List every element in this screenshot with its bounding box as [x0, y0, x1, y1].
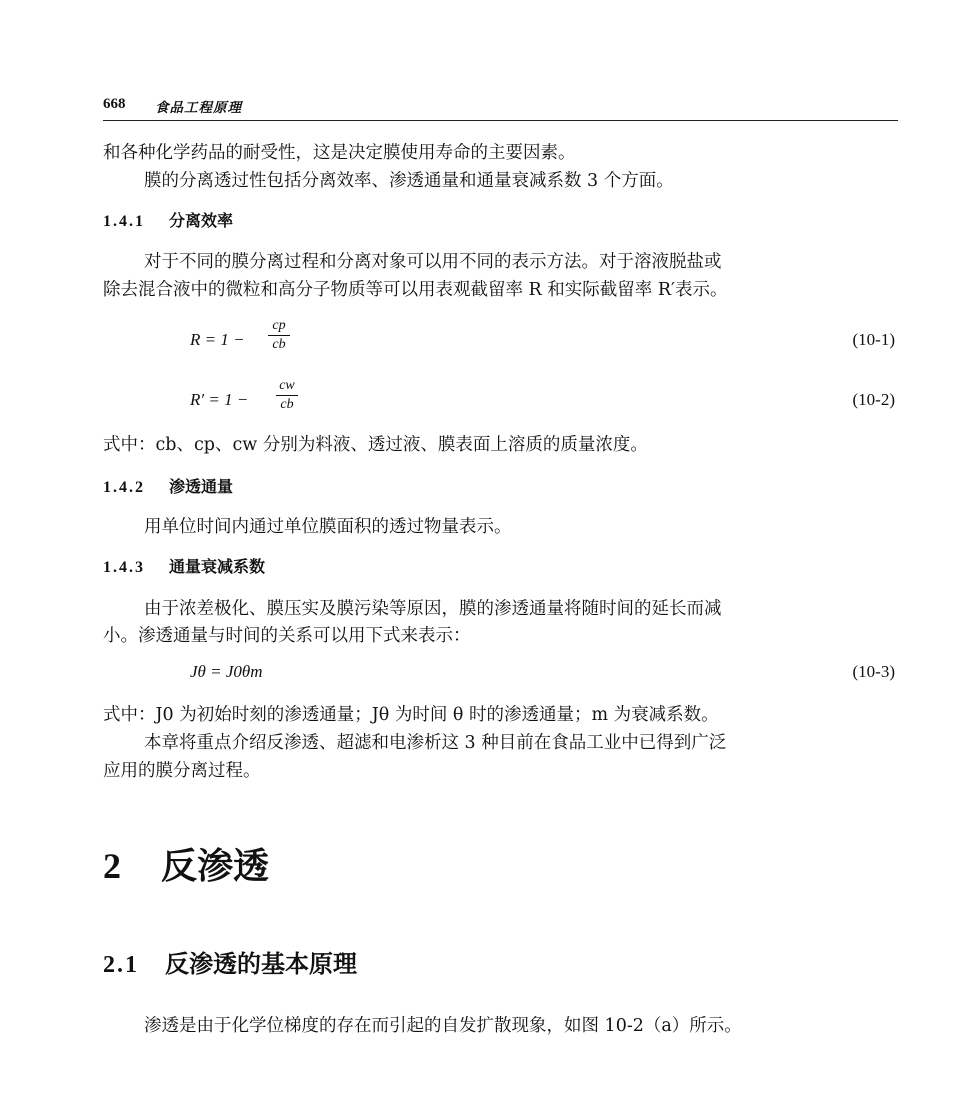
- fraction-denominator: cb: [280, 397, 294, 412]
- paragraph-line: 应用的膜分离过程。: [103, 761, 261, 781]
- fraction-bar: [268, 335, 290, 336]
- paragraph-line: 由于浓差极化、膜压实及膜污染等原因，膜的渗透通量将随时间的延长而减: [144, 599, 722, 619]
- paragraph-line: 渗透是由于化学位梯度的存在而引起的自发扩散现象，如图 10-2（a）所示。: [144, 1016, 742, 1036]
- paragraph-line: 膜的分离透过性包括分离效率、渗透通量和通量衰减系数 3 个方面。: [144, 171, 674, 191]
- subchapter-title: 反渗透的基本原理: [165, 949, 357, 978]
- subchapter-heading: [103, 944, 357, 979]
- subchapter-number: 2.1: [103, 952, 139, 978]
- fraction-bar: [276, 395, 298, 396]
- fraction-numerator: cp: [272, 318, 286, 333]
- chapter-number: 2: [103, 846, 121, 886]
- chapter-title: 反渗透: [161, 845, 270, 887]
- paragraph-line: 小。渗透通量与时间的关系可以用下式来表示：: [103, 626, 471, 646]
- paragraph-line: 和各种化学药品的耐受性，这是决定膜使用寿命的主要因素。: [103, 143, 576, 163]
- fraction-denominator: cb: [272, 337, 286, 352]
- fraction-numerator: cw: [279, 378, 295, 393]
- equation-lhs: R′ = 1 −: [190, 390, 249, 409]
- equation-lhs: R = 1 −: [190, 330, 245, 349]
- equation-where-line: 式中：J0 为初始时刻的渗透通量；Jθ 为时间 θ 时的渗透通量；m 为衰减系数。: [103, 705, 719, 725]
- section-number: 1.4.2: [103, 479, 145, 496]
- equation-number: (10-1): [852, 330, 895, 349]
- section-title: 渗透通量: [169, 477, 234, 496]
- chapter-heading: [103, 838, 269, 889]
- section-title: 通量衰减系数: [169, 557, 266, 576]
- section-heading-1-4-3: [103, 556, 265, 579]
- section-number: 1.4.3: [103, 559, 145, 576]
- equation-number: (10-3): [852, 662, 895, 681]
- equation-body: Jθ = J0θm: [190, 662, 263, 681]
- section-number: 1.4.1: [103, 213, 145, 230]
- section-heading-1-4-2: [103, 476, 233, 499]
- equation-fraction: [276, 378, 298, 413]
- section-heading-1-4-1: [103, 210, 233, 233]
- equation-number: (10-2): [852, 390, 895, 409]
- equation-where-line: 式中：cb、cp、cw 分别为料液、透过液、膜表面上溶质的质量浓度。: [103, 435, 648, 455]
- paragraph-line: 用单位时间内通过单位膜面积的透过物量表示。: [144, 517, 512, 537]
- paragraph-line: 除去混合液中的微粒和高分子物质等可以用表观截留率 R 和实际截留率 R′表示。: [103, 280, 728, 300]
- running-header: [103, 94, 898, 121]
- page-number: 668: [103, 96, 126, 112]
- section-title: 分离效率: [169, 211, 234, 230]
- equation-fraction: [268, 318, 290, 353]
- paragraph-line: 对于不同的膜分离过程和分离对象可以用不同的表示方法。对于溶液脱盐或: [144, 252, 722, 272]
- paragraph-line: 本章将重点介绍反渗透、超滤和电渗析这 3 种目前在食品工业中已得到广泛: [144, 733, 727, 753]
- book-title: 食品工程原理: [155, 100, 242, 116]
